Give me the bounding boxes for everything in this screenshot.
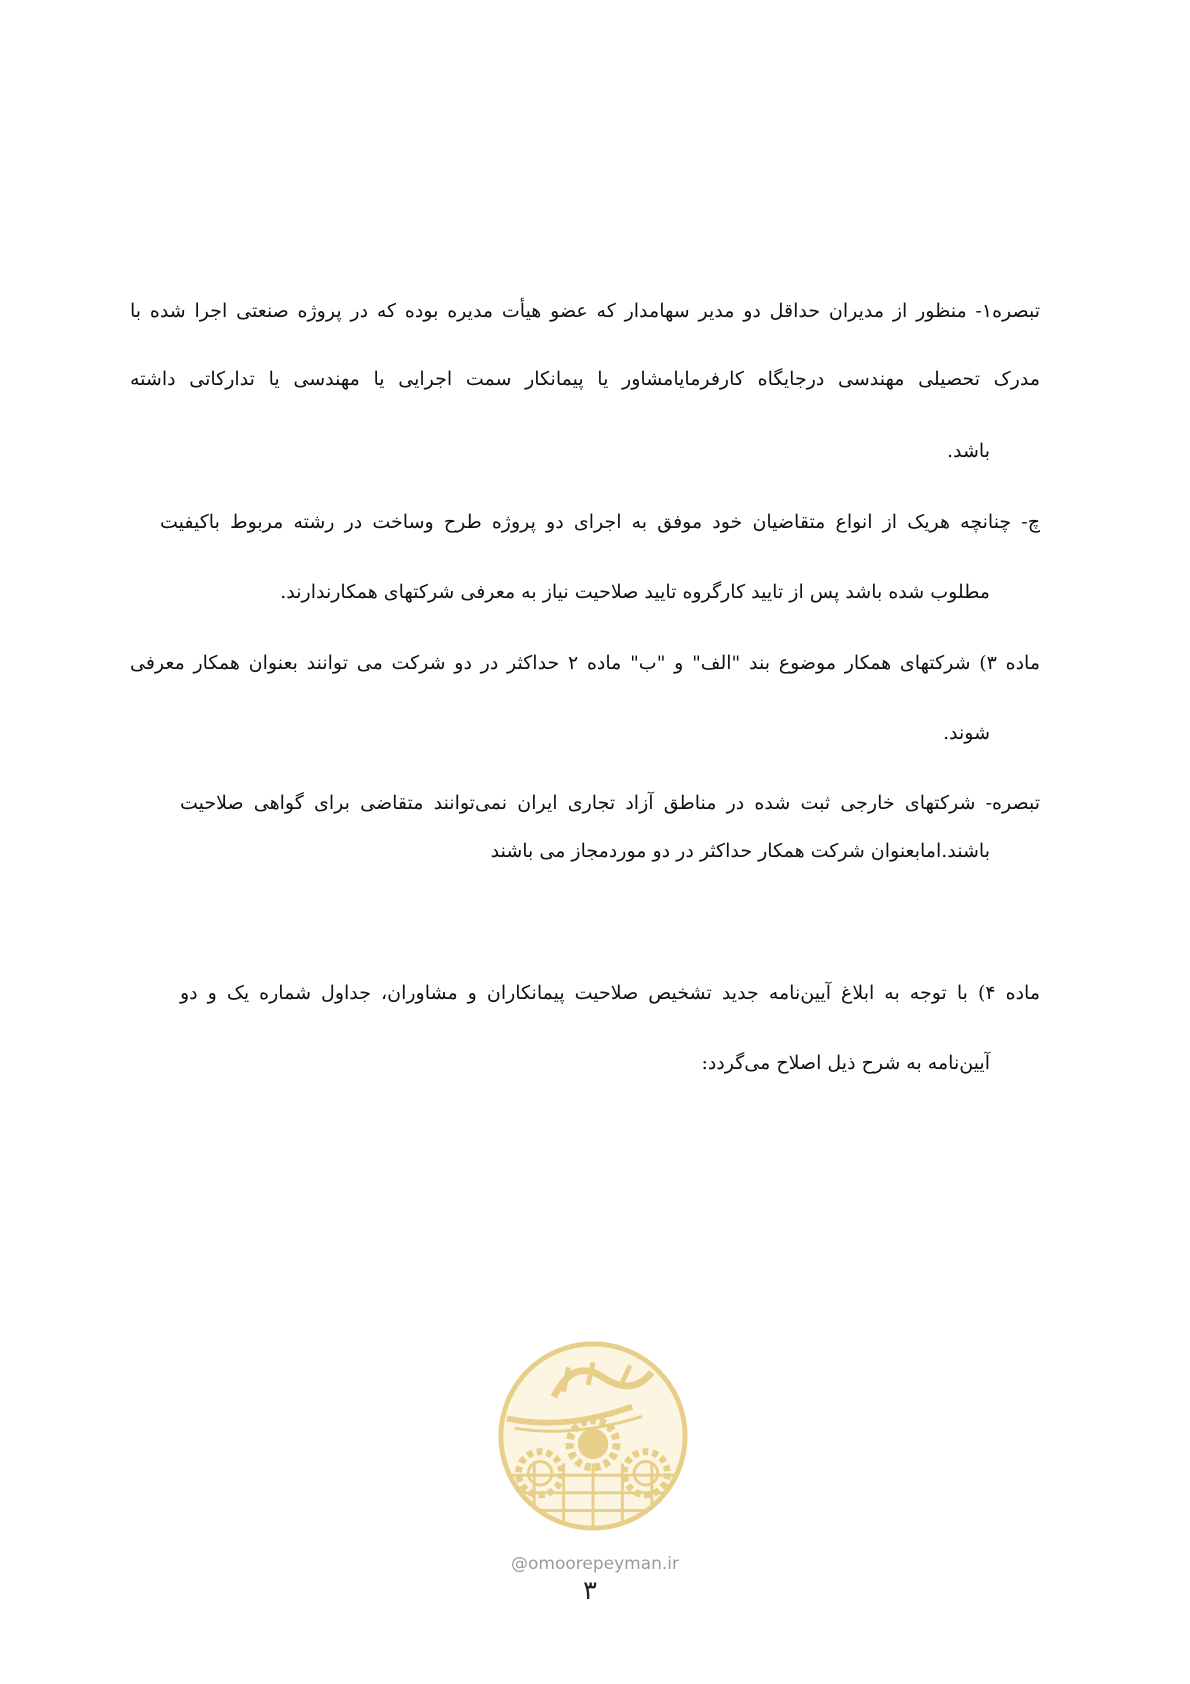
note-foreign-line-1: تبصره- شرکتهای خارجی ثبت شده در مناطق آزاد تجاری ایران نمی‌توانند متقاضی برای گواهی صلاحیت: [180, 792, 1040, 814]
note-1-line-1: تبصره۱- منظور از مدیران حداقل دو مدیر سهامدار که عضو هیأت مدیره بوده که در پروژه صنعتی اجرا شده با: [130, 300, 1040, 322]
clause-che-line-1: چ- چنانچه هریک از انواع متقاضیان خود موفق به اجرای دو پروژه طرح وساخت در رشته مربوط باکیفیت: [160, 511, 1040, 533]
article-3-line-2: شوند.: [942, 722, 990, 744]
clause-che-line-2: مطلوب شده باشد پس از تایید کارگروه تایید صلاحیت نیاز به معرفی شرکتهای همکارندارند.: [280, 581, 990, 603]
note-1-line-2: مدرک تحصیلی مهندسی درجایگاه کارفرمایامشاور یا پیمانکار سمت اجرایی یا مهندسی یا تدارکاتی داشته: [130, 368, 1040, 390]
article-4-line-2: آیین‌نامه به شرح ذیل اصلاح می‌گردد:: [701, 1052, 990, 1074]
note-foreign-line-2: باشند.امابعنوان شرکت همکار حداکثر در دو موردمجاز می باشند: [490, 840, 990, 862]
page-number: ۳: [583, 1576, 597, 1606]
article-4-line-1: ماده ۴) با توجه به ابلاغ آیین‌نامه جدید تشخیص صلاحیت پیمانکاران و مشاوران، جداول شماره یک و دو: [180, 982, 1040, 1004]
article-3-line-1: ماده ۳) شرکتهای همکار موضوع بند "الف" و "ب" ماده ۲ حداکثر در دو شرکت می توانند بعنوان همکار معرفی: [130, 652, 1040, 674]
note-1-line-3: باشد.: [946, 440, 990, 462]
watermark-logo-icon: [495, 1338, 691, 1534]
watermark-site-text: @omoorepeyman.ir: [510, 1554, 680, 1574]
